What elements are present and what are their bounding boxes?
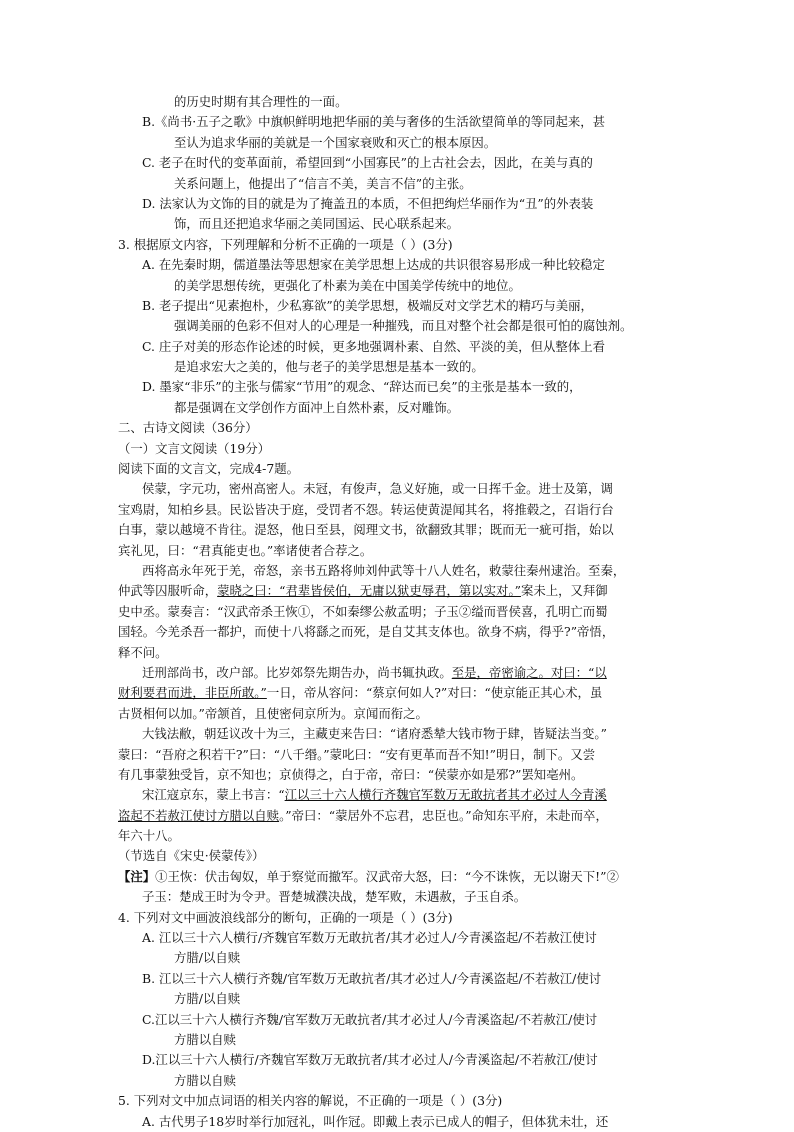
text-line: C. 庄子对美的形态作论述的时候，更多地强调朴素、自然、平淡的美，但从整体上看: [142, 338, 605, 354]
text-line: A. 古代男子18岁时举行加冠礼，叫作冠。即戴上表示已成人的帽子，但体犹未壮，还: [142, 1113, 609, 1129]
text-line: 的历史时期有其合理性的一面。: [174, 94, 348, 109]
text-line: 的美学思想传统，更强化了朴素为美在中国美学传统中的地位。: [174, 277, 521, 293]
text-line: 4. 下列对文中画波浪线部分的断句，正确的一项是（ ）(3分): [118, 909, 453, 925]
text-line: 方腊/以自赎: [174, 950, 241, 966]
text-line: 宾礼见，曰：“君真能吏也。”率诸使者合荐之。: [118, 542, 373, 558]
text-line: 蒙曰：“吾府之积若干?”曰：“八千缗。”蒙叱曰：“安有更革而吾不知!”明日，制下。又尝: [118, 746, 596, 762]
text-line: 【注】①王恢：伏击匈奴，单于察觉而撤军。汉武帝大怒，曰：“今不诛恢，无以谢天下!”②: [118, 868, 619, 884]
text-line: 5. 下列对文中加点词语的相关内容的解说，不正确的一项是（ ）(3分): [118, 1093, 503, 1109]
text-line: 迁刑部尚书，改户部。比岁郊祭先期告办，尚书辄执政。至是，帝密谕之。对曰：“以: [142, 664, 607, 680]
text-line: 仲武等囚服听命，蒙晓之曰：“君辈皆侯伯，无庸以狱吏辱君，第以实对。”案未上，又拜御: [118, 583, 608, 599]
text-line: B. 老子提出“见素抱朴，少私寡欲”的美学思想，极端反对文学艺术的精巧与美丽，: [142, 297, 593, 313]
text-line: 3. 根据原文内容，下列理解和分析不正确的一项是（ ）(3分): [118, 236, 453, 252]
text-line: 方腊以自赎: [174, 1031, 236, 1047]
text-line: D.江以三十六人横行/齐魏官军数万无敢抗者/其才必过人/今青溪盗起/不若赦江/使讨: [142, 1052, 598, 1068]
text-line: 宝鸡尉，知柏乡县。民讼皆决于庭，受罚者不怨。转运使黄湜闻其名，将推毂之，召诣行台: [118, 501, 614, 517]
text-line: 强调美丽的色彩不但对人的心理是一种摧残，而且对整个社会都是很可怕的腐蚀剂。: [174, 318, 633, 334]
text-line: C.江以三十六人横行齐魏/官军数万无敢抗者/其才必过人/今青溪盗起/不若赦江/使讨: [142, 1011, 598, 1027]
text-line: 史中丞。蒙奏言：“汉武帝杀王恢①，不如秦缪公赦孟明；子玉②缢而晋侯喜，孔明亡而蜀: [118, 603, 608, 619]
text-line: 阅读下面的文言文，完成4-7题。: [118, 461, 300, 477]
text-line: （节选自《宋史·侯蒙传》）: [118, 848, 265, 864]
text-line: 国轻。今羌杀吾一都护，而使十八将繇之而死，是自艾其支体也。欲身不病，得乎?”帝悟，: [118, 624, 615, 640]
text-line: D. 墨家“非乐”的主张与儒家“节用”的观念、“辞达而已矣”的主张是基本一致的，: [142, 379, 582, 395]
text-line: 盗起不若赦江使讨方腊以自赎。”帝曰：“蒙居外不忘君，忠臣也。”命知东平府，未赴而卒，: [118, 807, 608, 823]
text-line: 关系问题上，他提出了“信言不美，美言不信”的主张。: [174, 175, 472, 191]
text-line: 饰，而且还把追求华丽之美同国运、民心联系起来。: [174, 216, 459, 232]
document-page: [118, 92, 680, 1132]
text-line: 都是强调在文学创作方面冲上自然朴素，反对雕饰。: [174, 399, 459, 415]
text-line: 是追求宏大之美的，他与老子的美学思想是基本一致的。: [174, 359, 484, 375]
text-line: 至认为追求华丽的美就是一个国家衰败和灭亡的根本原因。: [174, 134, 497, 150]
text-line: 子玉：楚成王时为令尹。晋楚城濮决战，楚军败，未遇赦，子玉自杀。: [142, 889, 527, 905]
text-line: D. 法家认为文饰的目的就是为了掩盖丑的本质，不但把绚烂华丽作为“丑”的外表装: [142, 195, 594, 211]
text-line: 方腊/以自赎: [174, 991, 241, 1007]
text-line: 西将高永年死于羌，帝怒，亲书五路将帅刘仲武等十八人姓名，敕蒙往秦州逮治。至秦，: [142, 562, 626, 578]
text-line: B.《尚书·五子之歌》中旗帜鲜明地把华丽的美与奢侈的生活欲望简单的等同起来，甚: [142, 114, 606, 130]
text-line: 白事，蒙以越境不肯往。湜怒，他日至县，阅理文书，欲翻致其罪；既而无一疵可指，始以: [118, 522, 614, 538]
text-line: 宋江寇京东，蒙上书言：“江以三十六人横行齐魏官军数万无敢抗者其才必过人今青溪: [142, 787, 607, 803]
text-line: 古贤相何以加。”帝颔首，且使密伺京所为。京闻而衔之。: [118, 705, 428, 721]
text-line: A. 在先秦时期，儒道墨法等思想家在美学思想上达成的共识很容易形成一种比较稳定: [142, 257, 605, 273]
text-line: A. 江以三十六人横行/齐魏官军数万无敢抗者/其才必过人/今青溪盗起/不若赦江使讨: [142, 930, 597, 946]
text-line: 大钱法敝，朝廷议改十为三，主藏吏来告曰：“诸府悉辇大钱市物于肆，皆疑法当变。”: [142, 726, 607, 742]
text-line: C. 老子在时代的变革面前，希望回到“小国寡民”的上古社会去，因此，在美与真的: [142, 155, 593, 171]
text-line: （一）文言文阅读（19分）: [118, 440, 271, 456]
text-line: 方腊以自赎: [174, 1072, 236, 1088]
text-line: 二、古诗文阅读（36分）: [118, 420, 258, 436]
text-line: 财利要君而进，非臣所敢。”一日，帝从容问：“蔡京何如人?”对曰：“使京能正其心术，虽: [118, 685, 603, 701]
text-line: 释不问。: [118, 644, 168, 660]
text-line: B. 江以三十六人横行齐魏/官军数万无敢抗者/其才必过人/今青溪盗起/不若赦江/使讨: [142, 970, 602, 986]
text-line: 有几事蒙独受旨，京不知也；京侦得之，白于帝，帝曰：“侯蒙亦如是邪?”罢知亳州。: [118, 766, 584, 782]
text-line: 年六十八。: [118, 828, 180, 844]
text-line: 侯蒙，字元功，密州高密人。未冠，有俊声，急义好施，或一日挥千金。进士及第，调: [142, 481, 613, 497]
